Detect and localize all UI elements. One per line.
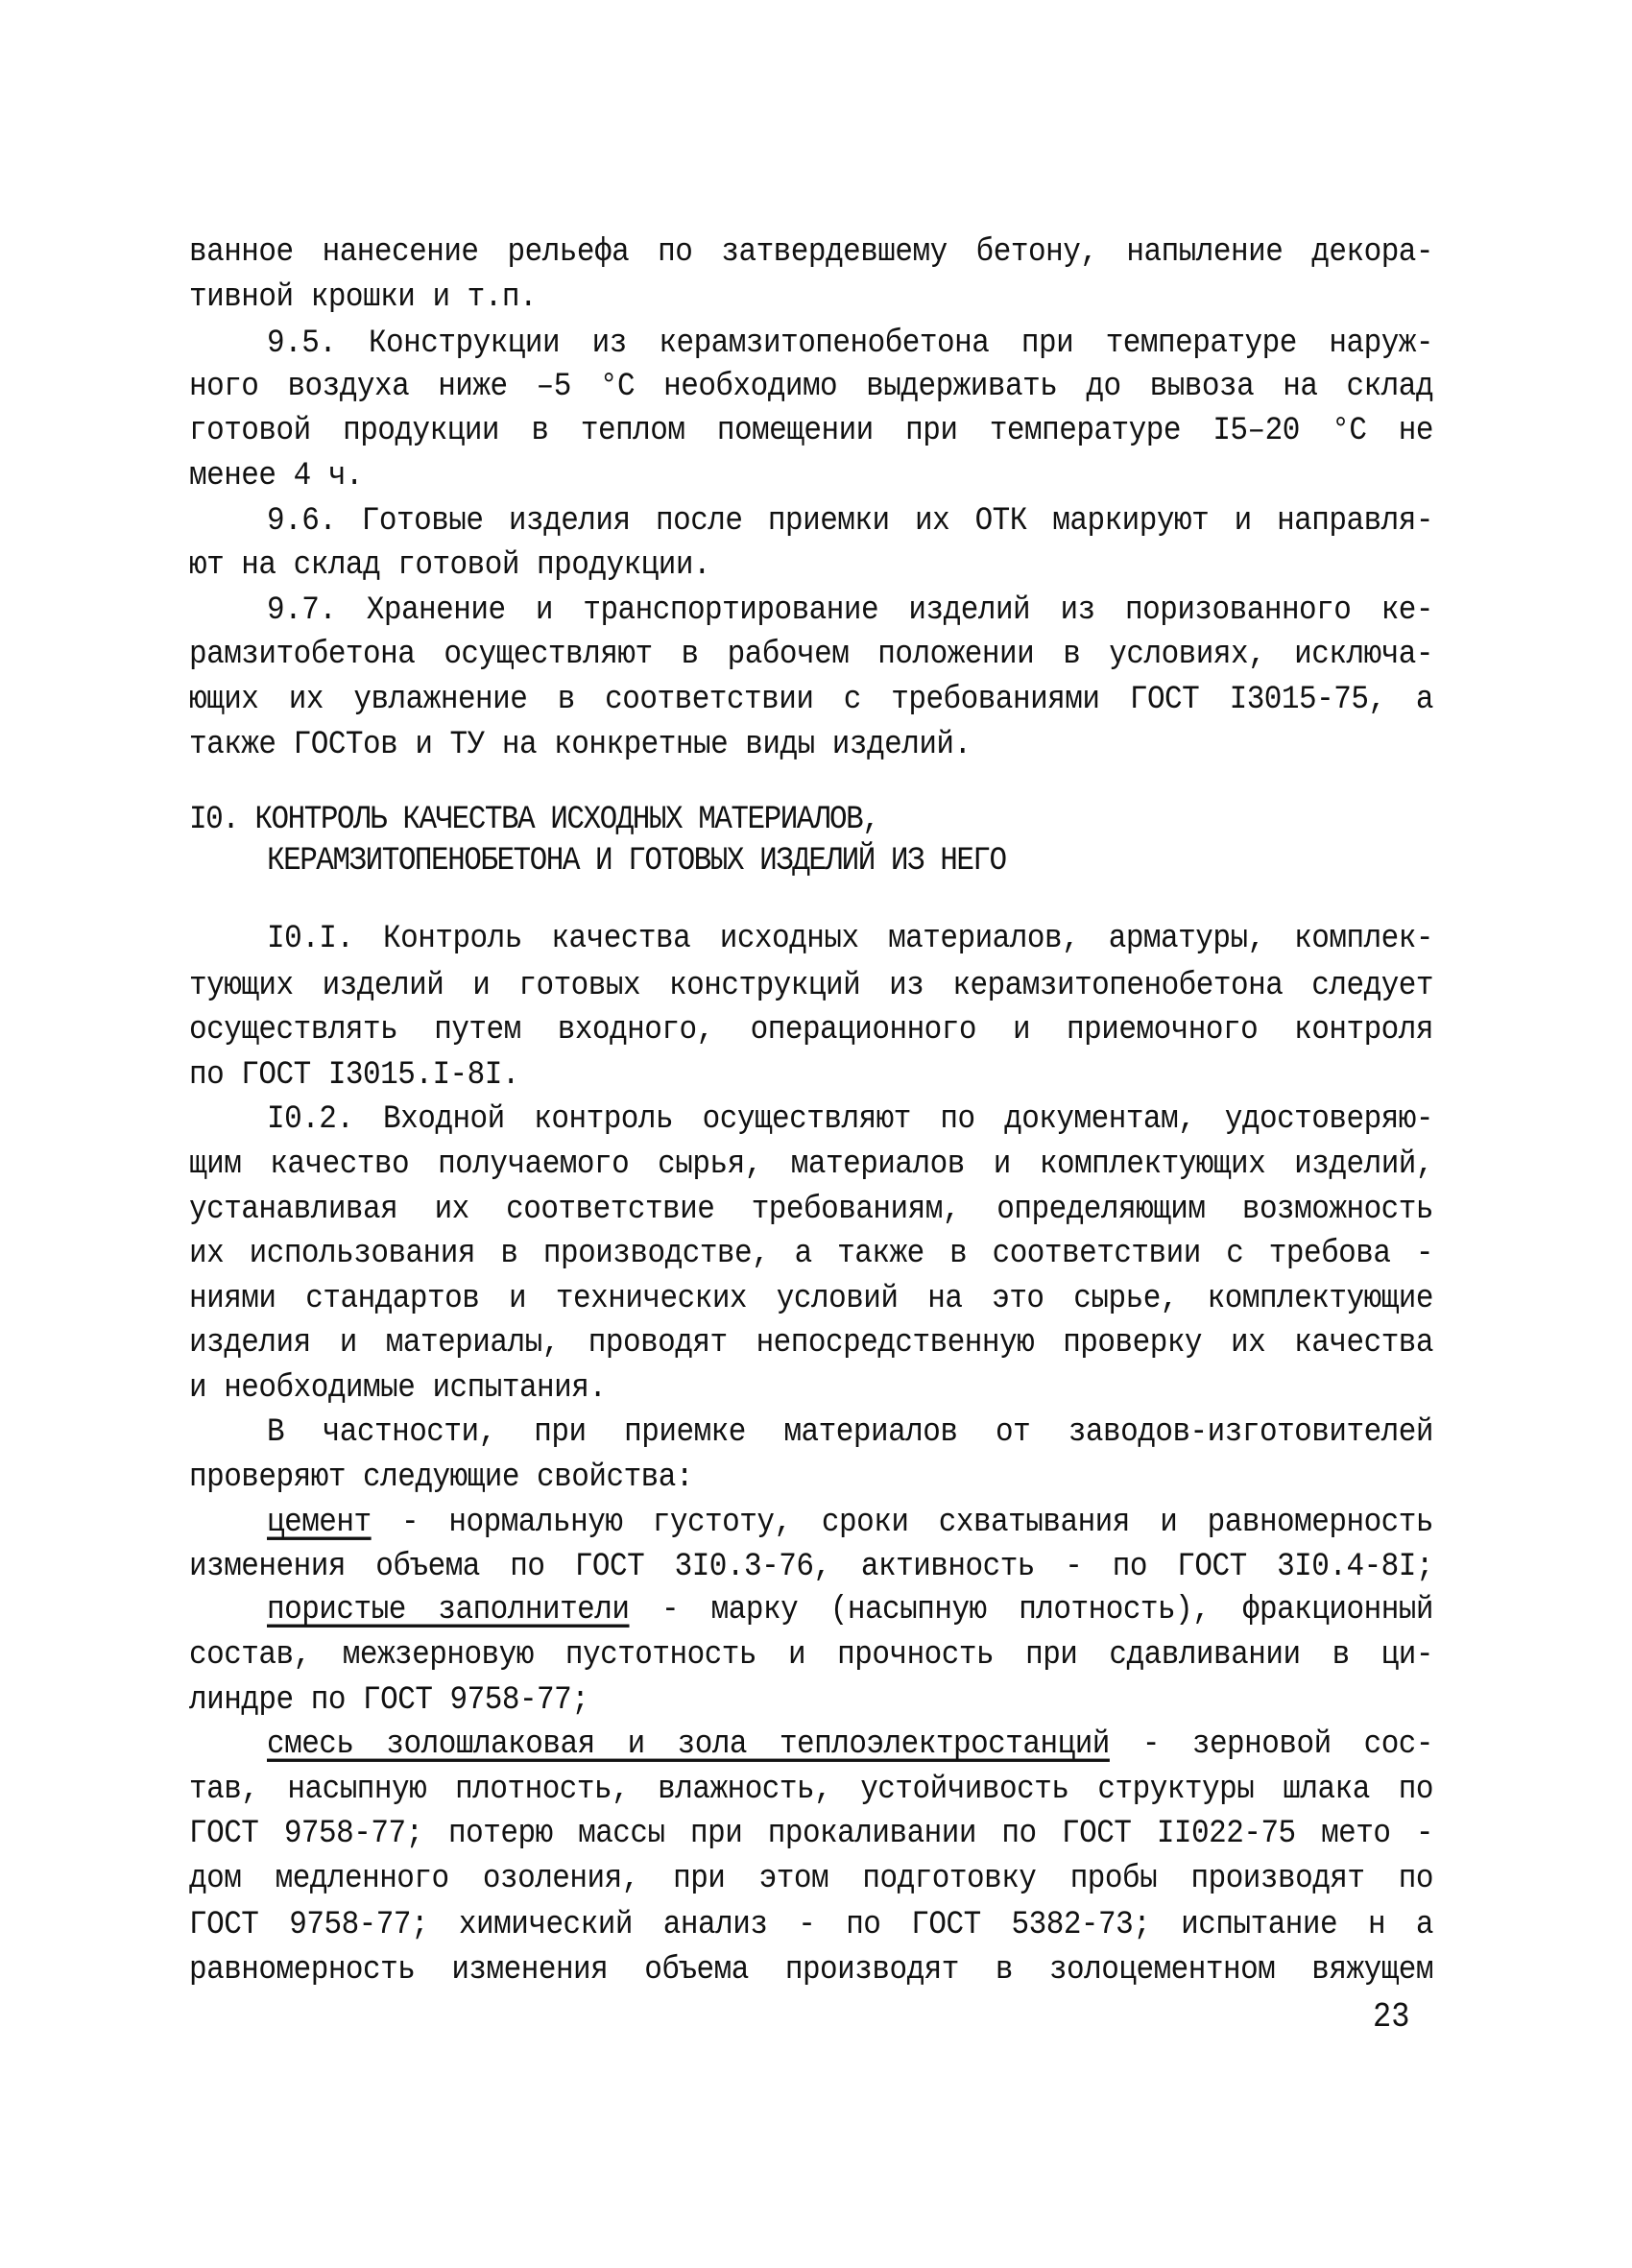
text-line: состав, межзерновую пустотность и прочность при сдавливании в ци- xyxy=(189,1635,1433,1675)
text-line: ют на склад готовой продукции. xyxy=(189,545,711,585)
text-line: ющих их увлажнение в соответствии с требованиями ГОСТ I3015-75, а xyxy=(189,680,1433,719)
text-line: 9.7. Хранение и транспортирование изделий из поризованного ке- xyxy=(267,591,1433,630)
page-number: 23 xyxy=(1373,1996,1410,2038)
text-line: их использования в производстве, а также в соответствии с требова - xyxy=(189,1234,1433,1273)
text-line: линдре по ГОСТ 9758-77; xyxy=(189,1680,589,1720)
text-line: и необходимые испытания. xyxy=(189,1368,607,1408)
text-line xyxy=(267,1591,1433,1629)
section-heading-line: I0. КОНТРОЛЬ КАЧЕСТВА ИСХОДНЫХ МАТЕРИАЛОВ, xyxy=(189,800,879,839)
text-line xyxy=(267,1504,1433,1542)
text-line: ванное нанесение рельефа по затвердевшему бетону, напыление декора- xyxy=(189,232,1433,272)
text-line: I0.I. Контроль качества исходных материалов, арматуры, комплек- xyxy=(267,919,1433,958)
text-line: осуществлять путем входного, операционного и приемочного контроля xyxy=(189,1010,1433,1050)
text-line: равномерность изменения объема производят в золоцементном вяжущем xyxy=(189,1950,1433,1990)
text-line: тивной крошки и т.п. xyxy=(189,277,538,317)
line-text: - нормальную густоту, сроки схватывания и равномерность xyxy=(371,1503,1433,1542)
text-line: 9.5. Конструкции из керамзитопенобетона при температуре наруж- xyxy=(267,324,1433,363)
text-line: ГОСТ 9758-77; химический анализ - по ГОСТ 5382-73; испытание н а xyxy=(189,1905,1433,1944)
underlined-term: смесь золошлаковая и зола теплоэлектростанций xyxy=(267,1725,1110,1764)
text-line: рамзитобетона осуществляют в рабочем положении в условиях, исключа- xyxy=(189,635,1433,674)
text-line: проверяют следующие свойства: xyxy=(189,1458,693,1497)
text-line xyxy=(267,1725,1433,1764)
text-line: по ГОСТ I3015.I-8I. xyxy=(189,1055,519,1095)
text-line: готовой продукции в теплом помещении при температуре I5–20 °С не xyxy=(189,411,1433,450)
text-line: I0.2. Входной контроль осуществляют по документам, удостоверяю- xyxy=(267,1099,1433,1139)
text-line: В частности, при приемке материалов от заводов-изготовителей xyxy=(267,1412,1433,1452)
underlined-term: пористые заполнители xyxy=(267,1590,630,1629)
text-line: ГОСТ 9758-77; потерю массы при прокаливании по ГОСТ II022-75 мето - xyxy=(189,1814,1433,1853)
text-line: 9.6. Готовые изделия после приемки их ОТК маркируют и направля- xyxy=(267,501,1433,541)
line-text: - марку (насыпную плотность), фракционный xyxy=(629,1590,1434,1629)
underlined-term: цемент xyxy=(267,1503,372,1542)
text-line: щим качество получаемого сырья, материалов и комплектующих изделий, xyxy=(189,1145,1433,1184)
text-line: ного воздуха ниже –5 °С необходимо выдерживать до вывоза на склад xyxy=(189,367,1433,406)
line-text: - зерновой сос- xyxy=(1109,1725,1433,1764)
section-heading-line: КЕРАМЗИТОПЕНОБЕТОНА И ГОТОВЫХ ИЗДЕЛИЙ ИЗ НЕГО xyxy=(267,841,1006,881)
text-line: устанавливая их соответствие требованиям, определяющим возможность xyxy=(189,1190,1433,1229)
text-line: ниями стандартов и технических условий на это сырье, комплектующие xyxy=(189,1279,1433,1318)
text-line: изделия и материалы, проводят непосредственную проверку их качества xyxy=(189,1323,1433,1363)
text-line: также ГОСТов и ТУ на конкретные виды изделий. xyxy=(189,725,972,764)
text-line: дом медленного озоления, при этом подготовку пробы производят по xyxy=(189,1859,1433,1898)
text-line: менее 4 ч. xyxy=(189,456,364,495)
text-line: изменения объема по ГОСТ 3I0.3-76, активность - по ГОСТ 3I0.4-8I; xyxy=(189,1547,1433,1586)
text-line: тав, насыпную плотность, влажность, устойчивость структуры шлака по xyxy=(189,1770,1433,1809)
text-line: тующих изделий и готовых конструкций из керамзитопенобетона следует xyxy=(189,966,1433,1005)
